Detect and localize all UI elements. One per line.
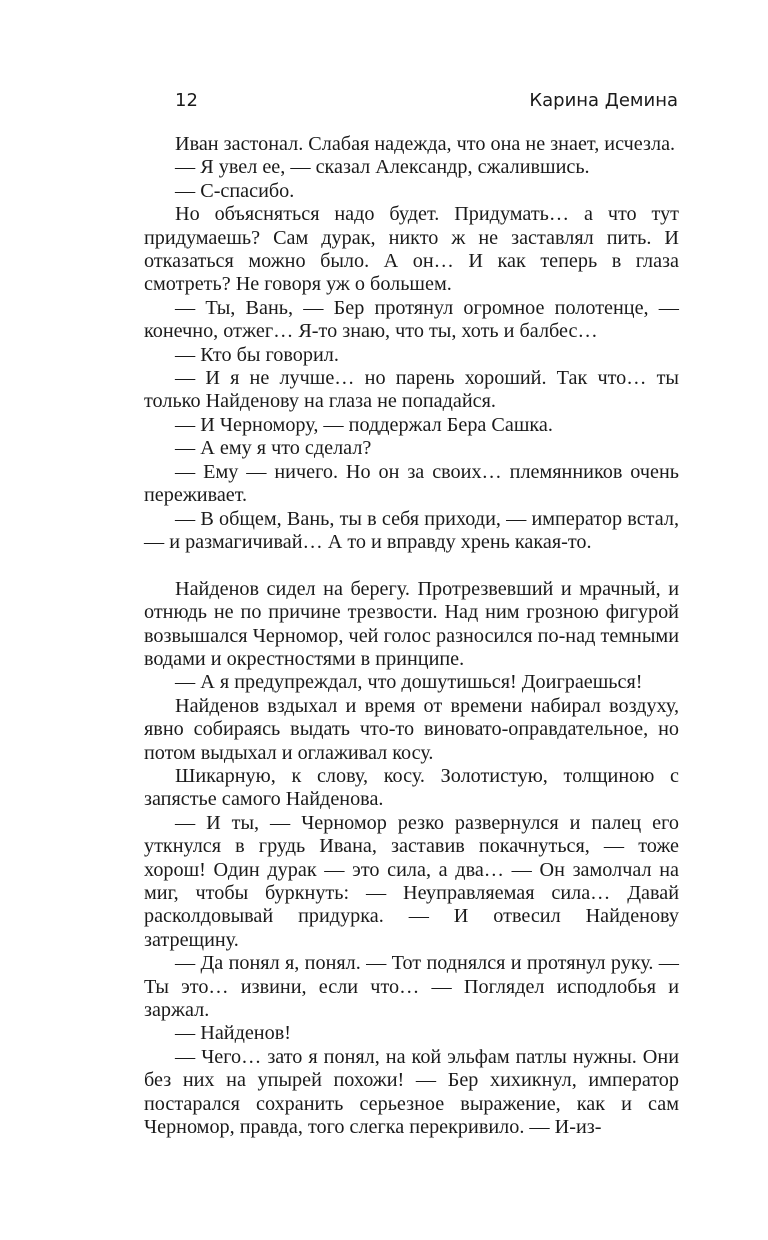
running-title: Карина Демина [529, 90, 678, 111]
paragraph: — В общем, Вань, ты в себя приходи, — император встал, — и размагичивай… А то и вправду хрень какая-то. [144, 507, 679, 553]
paragraph: — А ему я что сделал? [175, 437, 372, 460]
paragraph: — А я предупреждал, что дошутишься! Доиграешься! [175, 671, 643, 694]
paragraph: — Ты, Вань, — Бер протянул огромное полотенце, — конечно, отжег… Я-то знаю, что ты, хоть и балбес… [144, 296, 679, 343]
page-header [175, 90, 678, 116]
paragraph: Найденов вздыхал и время от времени набирал воздуху, явно собираясь выдать что-то виновато-оправдательное, но потом выдыхал и оглаживал косу. [144, 694, 679, 764]
paragraph: — С-спасибо. [175, 179, 295, 202]
paragraph: — И я не лучше… но парень хороший. Так что… ты только Найденову на глаза не попадайся. [144, 367, 679, 413]
paragraph: Найденов сидел на берегу. Протрезвевший и мрачный, и отнюдь не по причине трезвости. Над ним грозною фигурой возвышался Черномор, чей голос разносился по-над темными водами и окрестностями в принципе. [144, 577, 679, 670]
paragraph: — Да понял я, понял. — Тот поднялся и протянул руку. — Ты это… извини, если что… — Поглядел исподлобья и заржал. [144, 952, 679, 1022]
paragraph: — Ему — ничего. Но он за своих… племянников очень переживает. [144, 460, 679, 507]
body-text [144, 133, 679, 1139]
paragraph: — И Черномору, — поддержал Бера Сашка. [175, 413, 553, 436]
paragraph: Шикарную, к слову, косу. Золотистую, толщиною с запястье самого Найденова. [144, 764, 679, 811]
paragraph: Иван застонал. Слабая надежда, что она не знает, исчезла. [175, 133, 676, 155]
paragraph: Но объясняться надо будет. Придумать… а что тут придумаешь? Сам дурак, никто ж не заставлял пить. И отказаться можно было. А он… И как теперь в глаза смотреть? Не говоря уж о большем. [144, 203, 679, 296]
paragraph: — Найденов! [175, 1022, 291, 1045]
paragraph: — Кто бы говорил. [175, 343, 339, 366]
page-number: 12 [175, 90, 198, 111]
paragraph: — Я увел ее, — сказал Александр, сжалившись. [175, 156, 590, 179]
paragraph: — Чего… зато я понял, на кой эльфам патлы нужны. Они без них на упырей похожи! — Бер хихикнул, император постарался сохранить серьезное выражение, как и сам Черномор, правда, того слегка перекривило. — И-из- [144, 1045, 679, 1139]
paragraph: — И ты, — Черномор резко развернулся и палец его уткнулся в грудь Ивана, заставив покачнуться, — тоже хорош! Один дурак — это сила, а два… — Он замолчал на миг, чтобы буркнуть: — Неуправляемая сила… Давай расколдовывай придурка. — И отвесил Найденову затрещину. [144, 811, 679, 951]
